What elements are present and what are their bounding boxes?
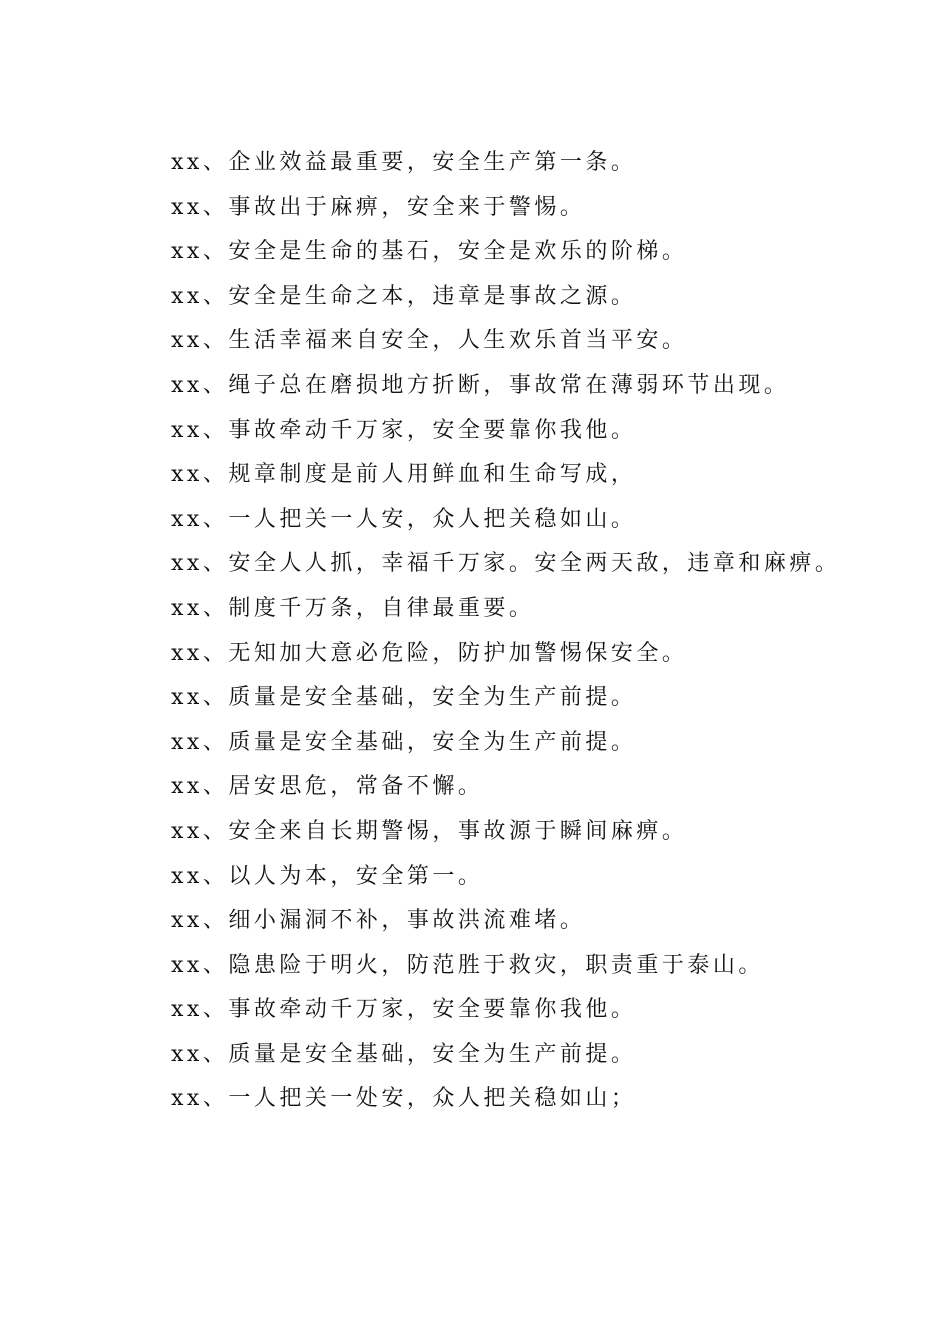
slogan-line: xx、隐患险于明火，防范胜于救灾，职责重于泰山。 [171, 952, 764, 978]
slogan-line: xx、绳子总在磨损地方折断，事故常在薄弱环节出现。 [171, 372, 790, 398]
slogan-line: xx、一人把关一处安，众人把关稳如山； [171, 1086, 637, 1112]
slogan-list [171, 141, 931, 1122]
slogan-line: xx、制度千万条，自律最重要。 [171, 595, 535, 621]
slogan-line: xx、事故出于麻痹，安全来于警惕。 [171, 194, 586, 220]
slogan-line: xx、一人把关一人安，众人把关稳如山。 [171, 506, 637, 532]
slogan-line: xx、质量是安全基础，安全为生产前提。 [171, 1041, 637, 1067]
slogan-line: xx、质量是安全基础，安全为生产前提。 [171, 685, 637, 711]
slogan-line: xx、居安思危，常备不懈。 [171, 774, 484, 800]
slogan-line: xx、安全来自长期警惕，事故源于瞬间麻痹。 [171, 818, 688, 844]
slogan-line: xx、规章制度是前人用鲜血和生命写成， [171, 462, 637, 488]
slogan-line: xx、无知加大意必危险，防护加警惕保安全。 [171, 640, 688, 666]
slogan-line: xx、生活幸福来自安全，人生欢乐首当平安。 [171, 328, 688, 354]
slogan-line: xx、以人为本，安全第一。 [171, 863, 484, 889]
slogan-line: xx、细小漏洞不补，事故洪流难堵。 [171, 908, 586, 934]
slogan-line: xx、安全是生命之本，违章是事故之源。 [171, 283, 637, 309]
slogan-line: xx、企业效益最重要，安全生产第一条。 [171, 150, 637, 175]
slogan-line: xx、安全人人抓，幸福千万家。安全两天敌，违章和麻痹。 [171, 551, 841, 577]
slogan-line: xx、事故牵动千万家，安全要靠你我他。 [171, 997, 637, 1023]
slogan-line: xx、事故牵动千万家，安全要靠你我他。 [171, 417, 637, 443]
slogan-line: xx、安全是生命的基石，安全是欢乐的阶梯。 [171, 239, 688, 265]
slogan-line: xx、质量是安全基础，安全为生产前提。 [171, 729, 637, 755]
